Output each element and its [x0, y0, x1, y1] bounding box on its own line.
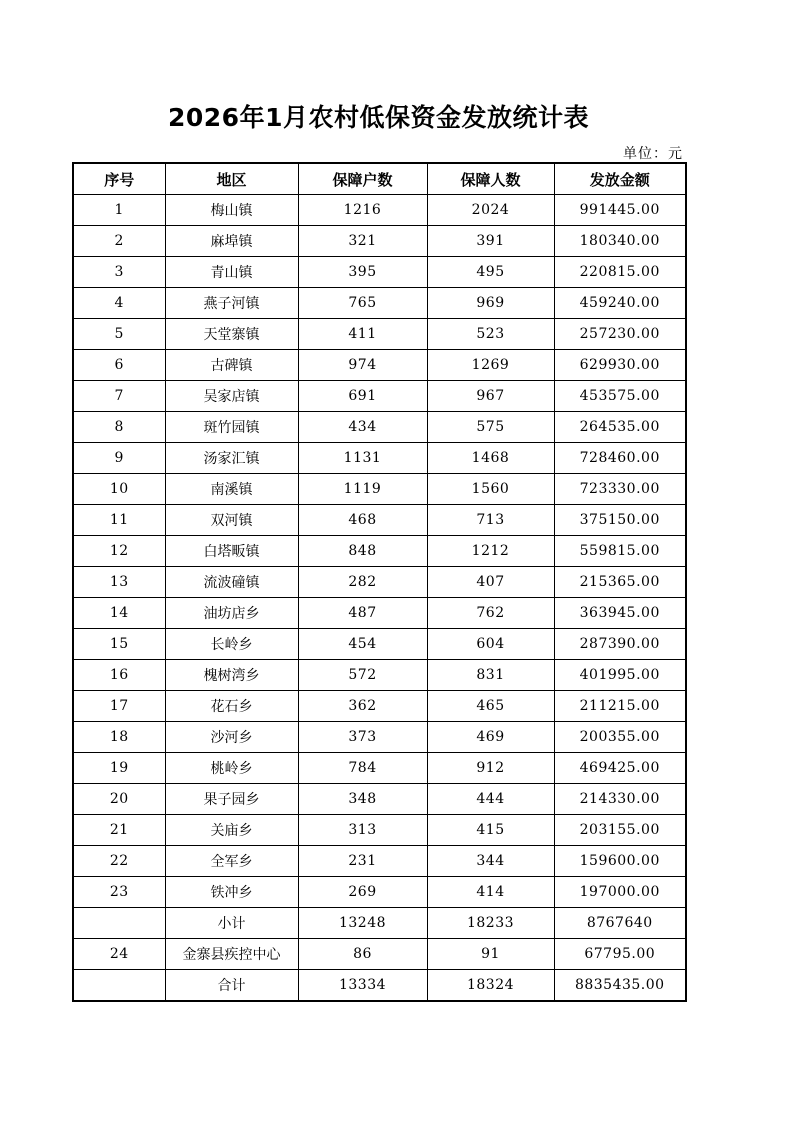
cell-region: 流波䃥镇	[165, 567, 298, 598]
table-row	[73, 629, 686, 660]
table-row	[73, 381, 686, 412]
cell-households: 362	[298, 691, 427, 722]
cell-persons: 604	[427, 629, 554, 660]
table-row	[73, 288, 686, 319]
header-seq: 序号	[73, 163, 165, 195]
cell-seq	[73, 908, 165, 939]
cell-amount: 991445.00	[554, 195, 686, 226]
cell-region: 汤家汇镇	[165, 443, 298, 474]
cell-households: 468	[298, 505, 427, 536]
cell-households: 454	[298, 629, 427, 660]
cell-persons: 713	[427, 505, 554, 536]
cell-amount: 257230.00	[554, 319, 686, 350]
cell-amount: 723330.00	[554, 474, 686, 505]
cell-seq: 1	[73, 195, 165, 226]
cell-region: 桃岭乡	[165, 753, 298, 784]
cell-seq: 21	[73, 815, 165, 846]
table-header-row	[73, 163, 686, 195]
cell-persons: 415	[427, 815, 554, 846]
cell-seq: 22	[73, 846, 165, 877]
cell-households: 487	[298, 598, 427, 629]
cell-region: 沙河乡	[165, 722, 298, 753]
cell-households: 13248	[298, 908, 427, 939]
cell-region: 槐树湾乡	[165, 660, 298, 691]
cell-region: 吴家店镇	[165, 381, 298, 412]
cell-households: 572	[298, 660, 427, 691]
cell-persons: 465	[427, 691, 554, 722]
cell-persons: 414	[427, 877, 554, 908]
cell-seq: 9	[73, 443, 165, 474]
table-row	[73, 753, 686, 784]
cell-amount: 559815.00	[554, 536, 686, 567]
cell-amount: 459240.00	[554, 288, 686, 319]
cell-households: 231	[298, 846, 427, 877]
cell-persons: 912	[427, 753, 554, 784]
cell-seq: 16	[73, 660, 165, 691]
cell-region: 古碑镇	[165, 350, 298, 381]
cell-amount: 67795.00	[554, 939, 686, 970]
cell-seq: 18	[73, 722, 165, 753]
cell-amount: 401995.00	[554, 660, 686, 691]
cell-amount: 363945.00	[554, 598, 686, 629]
cell-region: 双河镇	[165, 505, 298, 536]
cell-amount: 264535.00	[554, 412, 686, 443]
cell-persons: 2024	[427, 195, 554, 226]
cell-persons: 1468	[427, 443, 554, 474]
cell-households: 282	[298, 567, 427, 598]
cell-region: 油坊店乡	[165, 598, 298, 629]
cell-seq: 3	[73, 257, 165, 288]
cell-seq: 13	[73, 567, 165, 598]
cell-amount: 200355.00	[554, 722, 686, 753]
cell-households: 784	[298, 753, 427, 784]
cell-households: 974	[298, 350, 427, 381]
cell-households: 1119	[298, 474, 427, 505]
cell-seq: 17	[73, 691, 165, 722]
table-row	[73, 536, 686, 567]
cell-seq: 23	[73, 877, 165, 908]
cell-seq: 11	[73, 505, 165, 536]
cell-seq: 10	[73, 474, 165, 505]
cell-amount: 159600.00	[554, 846, 686, 877]
cell-seq	[73, 970, 165, 1002]
cell-persons: 523	[427, 319, 554, 350]
cell-region: 白塔畈镇	[165, 536, 298, 567]
table-row	[73, 257, 686, 288]
stats-table	[72, 162, 687, 1002]
table-row	[73, 319, 686, 350]
cell-persons: 18233	[427, 908, 554, 939]
header-households: 保障户数	[298, 163, 427, 195]
cell-persons: 444	[427, 784, 554, 815]
cell-persons: 407	[427, 567, 554, 598]
header-region: 地区	[165, 163, 298, 195]
cell-amount: 453575.00	[554, 381, 686, 412]
cell-households: 313	[298, 815, 427, 846]
header-amount: 发放金额	[554, 163, 686, 195]
table-row	[73, 226, 686, 257]
cell-seq: 12	[73, 536, 165, 567]
cell-households: 765	[298, 288, 427, 319]
cell-seq: 14	[73, 598, 165, 629]
cell-households: 411	[298, 319, 427, 350]
cell-amount: 197000.00	[554, 877, 686, 908]
cell-persons: 762	[427, 598, 554, 629]
cell-persons: 91	[427, 939, 554, 970]
cell-amount: 728460.00	[554, 443, 686, 474]
cell-persons: 469	[427, 722, 554, 753]
table-row	[73, 474, 686, 505]
cell-region: 麻埠镇	[165, 226, 298, 257]
cell-households: 1216	[298, 195, 427, 226]
cell-seq: 19	[73, 753, 165, 784]
cell-amount: 180340.00	[554, 226, 686, 257]
cell-households: 848	[298, 536, 427, 567]
table-row	[73, 195, 686, 226]
unit-label: 单位：元	[623, 146, 683, 162]
cell-households: 1131	[298, 443, 427, 474]
table-row	[73, 505, 686, 536]
table-row	[73, 691, 686, 722]
cell-amount: 214330.00	[554, 784, 686, 815]
cell-persons: 495	[427, 257, 554, 288]
cell-region: 燕子河镇	[165, 288, 298, 319]
cell-region: 梅山镇	[165, 195, 298, 226]
cell-region: 天堂寨镇	[165, 319, 298, 350]
cell-persons: 575	[427, 412, 554, 443]
cell-persons: 831	[427, 660, 554, 691]
cell-seq: 2	[73, 226, 165, 257]
cell-households: 13334	[298, 970, 427, 1002]
table-row	[73, 598, 686, 629]
cell-persons: 967	[427, 381, 554, 412]
cell-households: 434	[298, 412, 427, 443]
cell-seq: 6	[73, 350, 165, 381]
cell-persons: 1560	[427, 474, 554, 505]
cell-households: 691	[298, 381, 427, 412]
cell-region: 铁冲乡	[165, 877, 298, 908]
table-body	[73, 195, 686, 1002]
cell-amount: 629930.00	[554, 350, 686, 381]
table-row	[73, 939, 686, 970]
header-persons: 保障人数	[427, 163, 554, 195]
cell-amount: 211215.00	[554, 691, 686, 722]
cell-region: 长岭乡	[165, 629, 298, 660]
cell-region: 青山镇	[165, 257, 298, 288]
cell-region: 南溪镇	[165, 474, 298, 505]
cell-amount: 203155.00	[554, 815, 686, 846]
cell-households: 395	[298, 257, 427, 288]
cell-households: 321	[298, 226, 427, 257]
cell-region: 金寨县疾控中心	[165, 939, 298, 970]
cell-seq: 15	[73, 629, 165, 660]
cell-amount: 220815.00	[554, 257, 686, 288]
cell-persons: 391	[427, 226, 554, 257]
cell-seq: 7	[73, 381, 165, 412]
cell-seq: 8	[73, 412, 165, 443]
cell-seq: 20	[73, 784, 165, 815]
cell-amount: 287390.00	[554, 629, 686, 660]
table-row	[73, 970, 686, 1002]
cell-seq: 4	[73, 288, 165, 319]
cell-region: 小计	[165, 908, 298, 939]
cell-amount: 375150.00	[554, 505, 686, 536]
cell-amount: 215365.00	[554, 567, 686, 598]
table-row	[73, 350, 686, 381]
cell-region: 斑竹园镇	[165, 412, 298, 443]
table-row	[73, 908, 686, 939]
table-row	[73, 877, 686, 908]
cell-region: 花石乡	[165, 691, 298, 722]
table-row	[73, 784, 686, 815]
cell-region: 关庙乡	[165, 815, 298, 846]
cell-seq: 24	[73, 939, 165, 970]
table-row	[73, 660, 686, 691]
cell-amount: 469425.00	[554, 753, 686, 784]
cell-amount: 8835435.00	[554, 970, 686, 1002]
table-row	[73, 567, 686, 598]
cell-persons: 18324	[427, 970, 554, 1002]
cell-households: 86	[298, 939, 427, 970]
table-row	[73, 815, 686, 846]
table-row	[73, 443, 686, 474]
cell-households: 269	[298, 877, 427, 908]
table-row	[73, 846, 686, 877]
cell-persons: 1269	[427, 350, 554, 381]
cell-region: 合计	[165, 970, 298, 1002]
cell-persons: 969	[427, 288, 554, 319]
table-row	[73, 722, 686, 753]
cell-households: 348	[298, 784, 427, 815]
cell-persons: 1212	[427, 536, 554, 567]
cell-households: 373	[298, 722, 427, 753]
page-title: 2026年1月农村低保资金发放统计表	[168, 103, 589, 132]
cell-seq: 5	[73, 319, 165, 350]
cell-region: 全军乡	[165, 846, 298, 877]
table-row	[73, 412, 686, 443]
cell-amount: 8767640	[554, 908, 686, 939]
cell-persons: 344	[427, 846, 554, 877]
cell-region: 果子园乡	[165, 784, 298, 815]
